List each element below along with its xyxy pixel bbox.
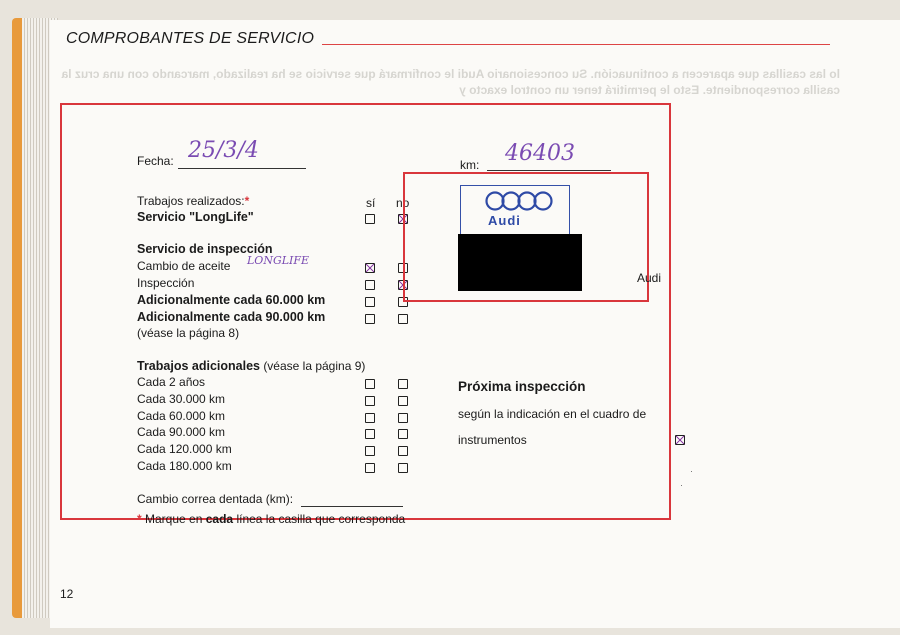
- footnote: * Marque en cada línea la casilla que corresponda: [137, 512, 406, 526]
- adic-60-label: Adicionalmente cada 60.000 km: [137, 293, 326, 307]
- cada-row-no-checkbox[interactable]: [398, 413, 408, 423]
- page-title: COMPROBANTES DE SERVICIO: [66, 30, 315, 47]
- km-label: km:: [460, 158, 480, 172]
- inspeccion-heading: Servicio de inspección: [137, 242, 273, 256]
- cada-row-label: Cada 180.000 km: [137, 459, 232, 473]
- speck: ·: [690, 466, 693, 476]
- km-line: [487, 170, 611, 171]
- proxima-checkbox[interactable]: [675, 435, 685, 445]
- km-handwritten: 46403: [505, 141, 575, 166]
- cambio-aceite-si-checkbox[interactable]: [365, 263, 375, 273]
- audi-rings-icon: [484, 190, 554, 212]
- cada-row-no-checkbox[interactable]: [398, 463, 408, 473]
- longlife-label: Servicio "LongLife": [137, 210, 254, 224]
- cada-row-no-checkbox[interactable]: [398, 446, 408, 456]
- stamp-audi-word: Audi: [488, 213, 521, 228]
- inspeccion-label: Inspección: [137, 276, 195, 290]
- adic-60-si-checkbox[interactable]: [365, 297, 375, 307]
- cambio-aceite-handwritten: LONGLIFE: [247, 254, 310, 267]
- longlife-si-checkbox[interactable]: [365, 214, 375, 224]
- trabajos-label: Trabajos realizados:*: [137, 194, 250, 208]
- adic-90-no-checkbox[interactable]: [398, 314, 408, 324]
- cada-row-label: Cada 30.000 km: [137, 392, 226, 406]
- cada-row-label: Cada 2 años: [137, 375, 206, 389]
- no-header: no: [396, 196, 410, 210]
- title-rule: [322, 44, 830, 45]
- si-header: sí: [366, 196, 376, 210]
- cada-row-label: Cada 60.000 km: [137, 409, 226, 423]
- sello-audi-label: Audi: [637, 271, 662, 285]
- adic-90-label: Adicionalmente cada 90.000 km: [137, 310, 326, 324]
- adic-90-si-checkbox[interactable]: [365, 314, 375, 324]
- cada-row-si-checkbox[interactable]: [365, 413, 375, 423]
- cada-row-no-checkbox[interactable]: [398, 396, 408, 406]
- cada-row-label: Cada 120.000 km: [137, 442, 232, 456]
- cada-row-si-checkbox[interactable]: [365, 396, 375, 406]
- cada-row-si-checkbox[interactable]: [365, 463, 375, 473]
- proxima-line2: instrumentos: [458, 433, 527, 447]
- vease-8-note: (véase la página 8): [137, 326, 240, 340]
- fecha-handwritten: 25/3/4: [188, 138, 259, 163]
- cada-row-si-checkbox[interactable]: [365, 379, 375, 389]
- cambio-aceite-label: Cambio de aceite: [137, 259, 231, 273]
- inspeccion-si-checkbox[interactable]: [365, 280, 375, 290]
- proxima-title: Próxima inspección: [458, 379, 586, 394]
- cada-row-label: Cada 90.000 km: [137, 425, 226, 439]
- correa-label: Cambio correa dentada (km):: [137, 492, 294, 506]
- bleed-through-text: lo las casillas que aparecen a continuación. Su concesionario Audi le confirmará que servicio se ha realizado, marcando con una cruz la casilla correspondiente. Esto le permitirá tener un control exacto y: [61, 67, 840, 97]
- page-number: 12: [60, 587, 74, 601]
- fecha-line: [178, 168, 306, 169]
- correa-line[interactable]: [301, 506, 403, 507]
- adicionales-heading: Trabajos adicionales (véase la página 9): [137, 359, 366, 373]
- proxima-line1: según la indicación en el cuadro de: [458, 407, 647, 421]
- cada-row-no-checkbox[interactable]: [398, 429, 408, 439]
- cada-row-no-checkbox[interactable]: [398, 379, 408, 389]
- cada-row-si-checkbox[interactable]: [365, 429, 375, 439]
- speck: ·: [680, 480, 683, 490]
- redaction-block: [458, 234, 582, 291]
- fecha-label: Fecha:: [137, 154, 174, 168]
- cada-row-si-checkbox[interactable]: [365, 446, 375, 456]
